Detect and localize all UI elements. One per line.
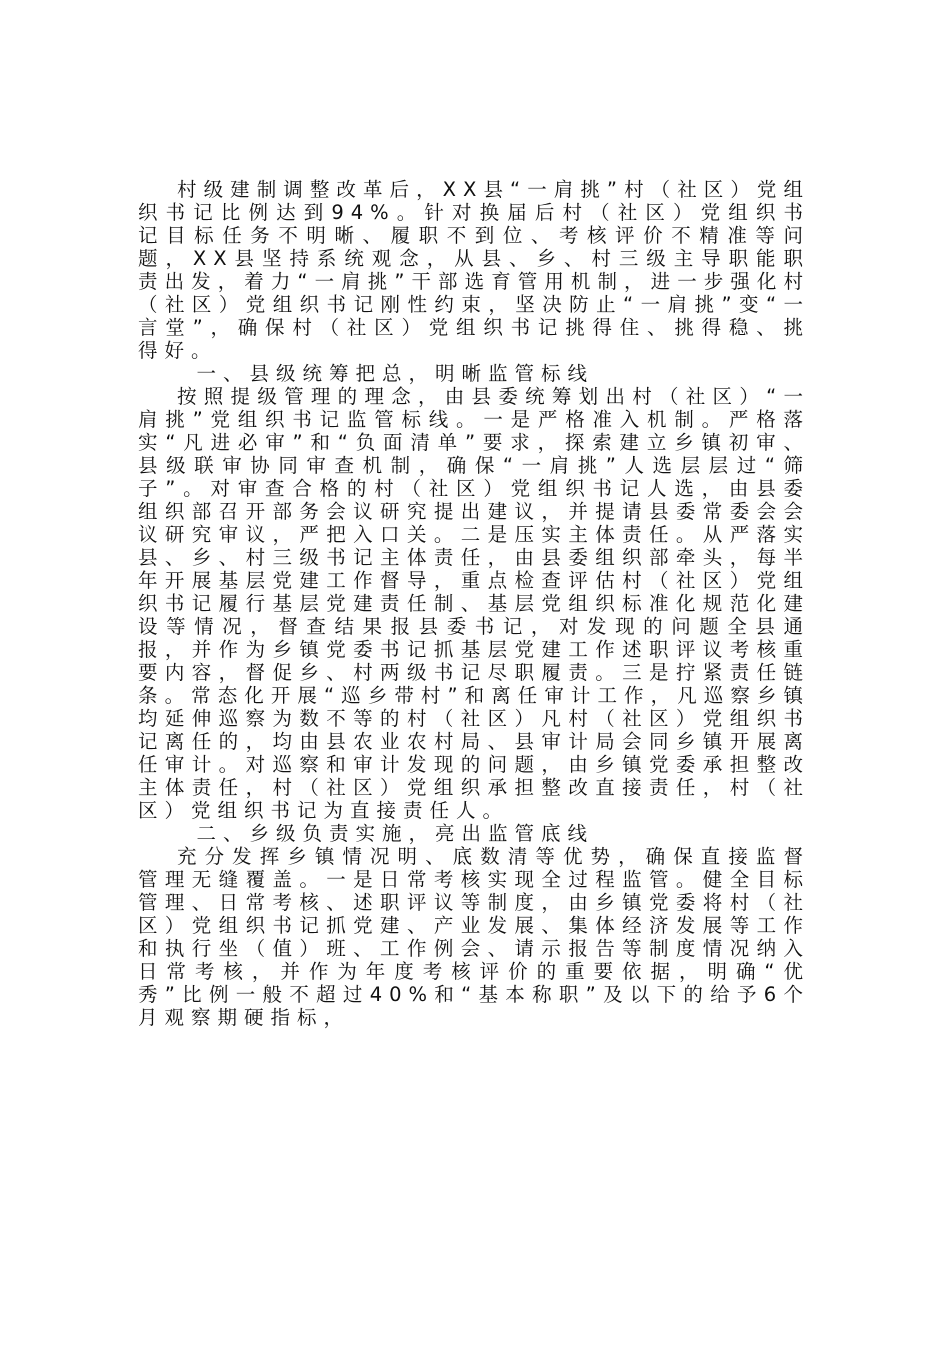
section-heading-county: 一、县级统筹把总，明晰监管标线 [196,362,595,385]
intro-paragraph: 村级建制调整改革后，XX县“一肩挑”村（社区）党组织书记比例达到94%。针对换届后村（社区）党组织书记目标任务不明晰、履职不到位、考核评价不精准等问题，XX县坚持系统观念，从县、乡、村三级主导职能职责出发，着力“一肩挑”干部选育管用机制，进一步强化村（社区）党组织书记刚性约束，坚决防止“一肩挑”变“一言堂”，确保村（社区）党组织书记挑得住、挑得稳、挑得好。 [138,178,810,362]
document-body [138,178,810,1029]
county-section-paragraph: 按照提级管理的理念，由县委统筹划出村（社区）“一肩挑”党组织书记监管标线。一是严格准入机制。严格落实“凡进必审”和“负面清单”要求，探索建立乡镇初审、县级联审协同审查机制，确保“一肩挑”人选层层过“筛子”。对审查合格的村（社区）党组织书记人选，由县委组织部召开部务会议研究提出建议，并提请县委常委会会议研究审议，严把入口关。二是压实主体责任。从严落实县、乡、村三级书记主体责任，由县委组织部牵头，每半年开展基层党建工作督导，重点检查评估村（社区）党组织书记履行基层党建责任制、基层党组织标准化规范化建设等情况，督查结果报县委书记，对发现的问题全县通报，并作为乡镇党委书记抓基层党建工作述职评议考核重要内容，督促乡、村两级书记尽职履责。三是拧紧责任链条。常态化开展“巡乡带村”和离任审计工作，凡巡察乡镇均延伸巡察为数不等的村（社区）凡村（社区）党组织书记离任的，均由县农业农村局、县审计局会同乡镇开展离任审计。对巡察和审计发现的问题，由乡镇党委承担整改主体责任，村（社区）党组织承担整改直接责任，村（社区）党组织书记为直接责任人。 [138,385,810,822]
township-section-paragraph: 充分发挥乡镇情况明、底数清等优势，确保直接监督管理无缝覆盖。一是日常考核实现全过程监管。健全目标管理、日常考核、述职评议等制度，由乡镇党委将村（社区）党组织书记抓党建、产业发展、集体经济发展等工作和执行坐（值）班、工作例会、请示报告等制度情况纳入日常考核，并作为年度考核评价的重要依据，明确“优秀”比例一般不超过40%和“基本称职”及以下的给予6个月观察期硬指标， [138,845,810,1029]
section-heading-township: 二、乡级负责实施，亮出监管底线 [196,822,595,845]
